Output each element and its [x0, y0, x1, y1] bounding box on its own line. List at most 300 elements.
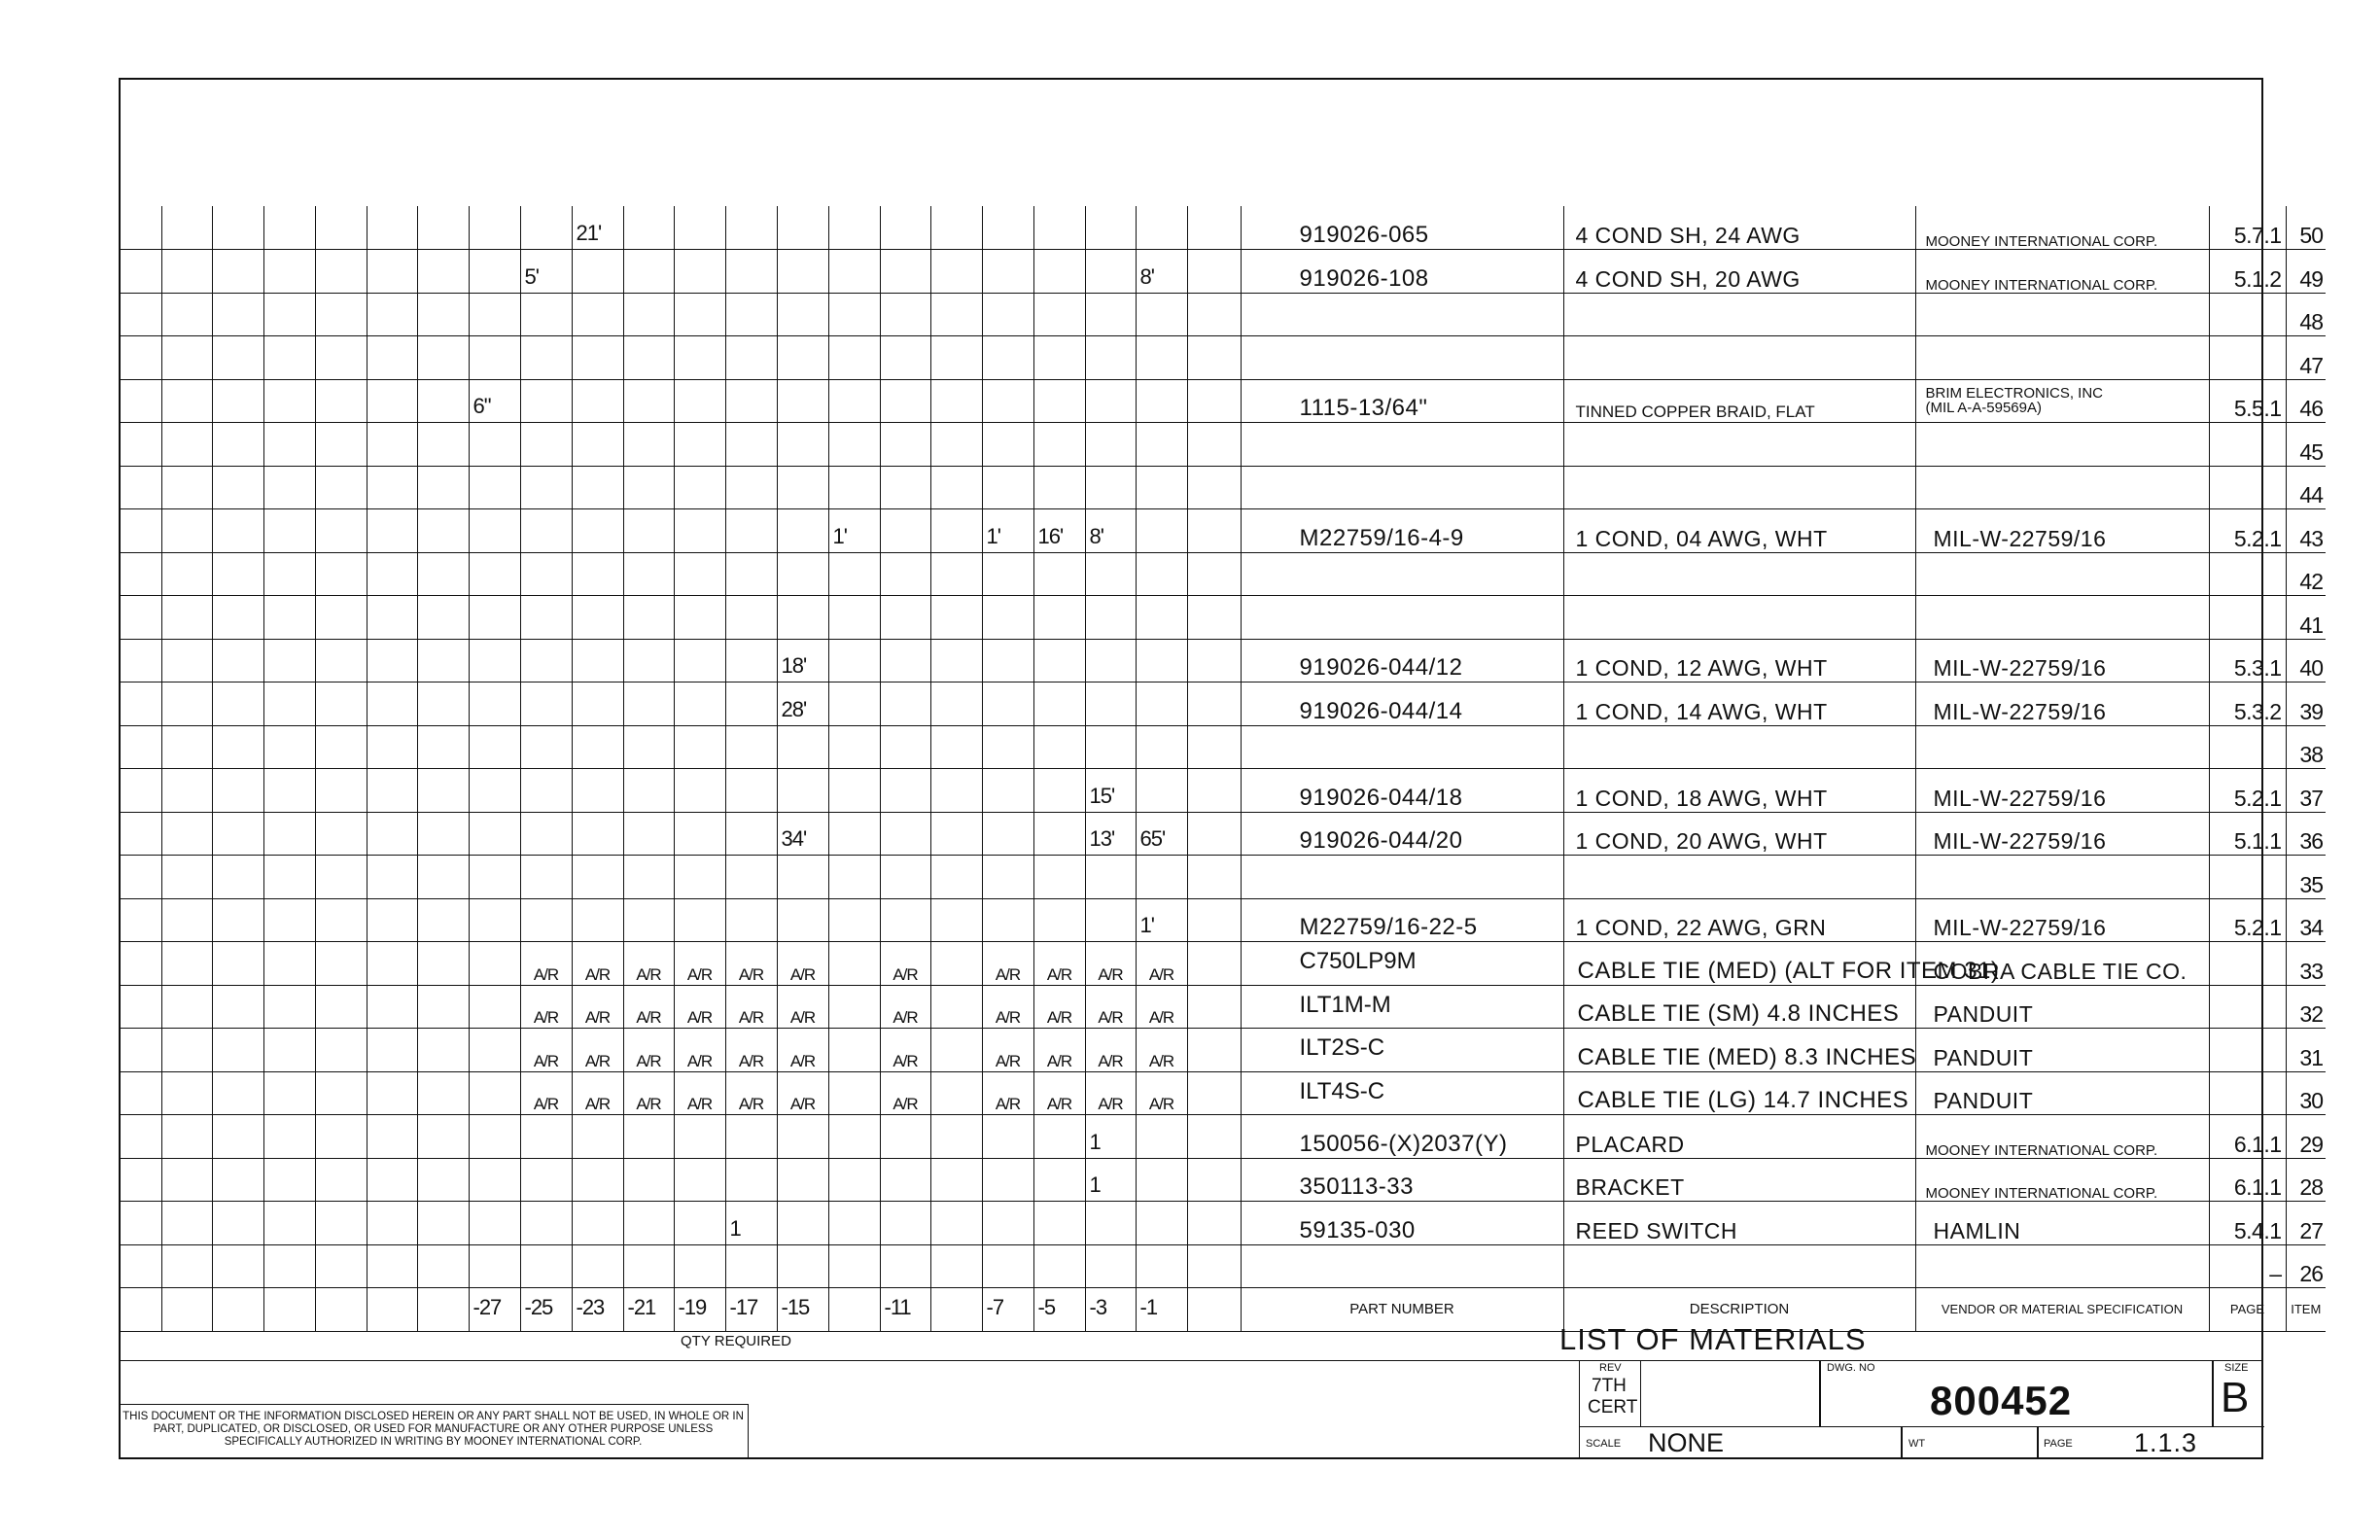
qty-cell	[469, 1202, 520, 1245]
qty-cell	[315, 942, 367, 986]
qty-cell	[469, 509, 520, 553]
vendor-cell: PANDUIT	[1915, 1071, 2209, 1115]
qty-cell	[623, 552, 674, 596]
qty-cell	[263, 1029, 315, 1072]
description-cell: BRACKET	[1563, 1158, 1915, 1202]
table-row	[119, 942, 2326, 986]
qty-cell	[1136, 1158, 1187, 1202]
part-number-cell	[1241, 725, 1563, 769]
qty-cell	[828, 682, 880, 726]
qty-cell: 28'	[777, 682, 828, 726]
qty-cell	[469, 206, 520, 250]
vendor-cell: MOONEY INTERNATIONAL CORP.	[1915, 1158, 2209, 1202]
qty-cell	[930, 293, 982, 336]
qty-cell: A/R	[520, 1029, 572, 1072]
qty-cell	[161, 379, 212, 423]
qty-cell	[930, 596, 982, 640]
rev-box	[1580, 1360, 1641, 1426]
description-cell	[1563, 725, 1915, 769]
part-number-cell: 919026-044/18	[1241, 769, 1563, 813]
qty-cell	[315, 379, 367, 423]
spacer-cell	[1187, 1202, 1241, 1245]
table-row	[119, 1115, 2326, 1159]
qty-cell	[777, 466, 828, 509]
qty-cell	[930, 509, 982, 553]
qty-cell	[623, 206, 674, 250]
qty-cell	[623, 1202, 674, 1245]
dash-number-header: -19	[674, 1288, 725, 1332]
qty-cell	[982, 1244, 1033, 1288]
qty-cell	[417, 1158, 469, 1202]
divider	[2037, 1426, 2039, 1459]
qty-cell	[520, 725, 572, 769]
dash-number-header: -5	[1033, 1288, 1085, 1332]
qty-cell	[263, 552, 315, 596]
part-number-cell	[1241, 856, 1563, 899]
qty-cell	[367, 1071, 417, 1115]
qty-cell	[417, 725, 469, 769]
dash-number-header: -25	[520, 1288, 572, 1332]
dash-number-header	[828, 1288, 880, 1332]
qty-cell	[119, 466, 161, 509]
qty-cell	[828, 985, 880, 1029]
qty-cell	[725, 1115, 777, 1159]
spacer-cell	[1187, 682, 1241, 726]
qty-cell	[828, 639, 880, 682]
qty-cell	[930, 942, 982, 986]
qty-cell	[263, 942, 315, 986]
qty-cell	[263, 856, 315, 899]
qty-cell	[623, 725, 674, 769]
qty-cell	[469, 1071, 520, 1115]
qty-cell	[982, 1158, 1033, 1202]
qty-cell	[1085, 596, 1136, 640]
qty-cell	[828, 1202, 880, 1245]
qty-cell	[263, 293, 315, 336]
qty-cell	[315, 769, 367, 813]
qty-cell: A/R	[623, 1071, 674, 1115]
qty-cell	[828, 898, 880, 942]
qty-cell	[417, 682, 469, 726]
qty-cell: 65'	[1136, 812, 1187, 856]
qty-cell	[263, 639, 315, 682]
qty-cell	[315, 985, 367, 1029]
qty-cell	[367, 206, 417, 250]
qty-cell	[161, 1244, 212, 1288]
spacer-cell	[1187, 552, 1241, 596]
page-cell: 5.3.2	[2209, 682, 2286, 726]
item-number-cell: 33	[2286, 942, 2326, 986]
qty-cell	[469, 898, 520, 942]
page-cell: 5.1.1	[2209, 812, 2286, 856]
item-number-cell: 34	[2286, 898, 2326, 942]
page-cell	[2209, 596, 2286, 640]
qty-cell	[572, 596, 623, 640]
qty-cell	[367, 812, 417, 856]
qty-cell	[469, 942, 520, 986]
part-number-cell: 919026-108	[1241, 250, 1563, 294]
qty-cell	[212, 336, 263, 380]
qty-cell	[880, 1202, 930, 1245]
qty-cell	[1085, 466, 1136, 509]
qty-cell	[674, 1244, 725, 1288]
qty-cell	[572, 898, 623, 942]
qty-cell	[623, 596, 674, 640]
description-cell: 4 COND SH, 20 AWG	[1563, 250, 1915, 294]
qty-cell	[880, 596, 930, 640]
qty-cell	[725, 596, 777, 640]
description-cell: 1 COND, 20 AWG, WHT	[1563, 812, 1915, 856]
qty-cell	[623, 1115, 674, 1159]
qty-cell	[828, 596, 880, 640]
qty-cell	[880, 812, 930, 856]
qty-cell	[417, 1244, 469, 1288]
qty-cell	[572, 336, 623, 380]
qty-cell	[930, 725, 982, 769]
qty-cell	[674, 552, 725, 596]
page-label: PAGE	[2044, 1438, 2073, 1450]
part-number-cell: ILT4S-C	[1241, 1071, 1563, 1115]
qty-cell	[212, 596, 263, 640]
qty-cell	[623, 466, 674, 509]
qty-cell	[880, 1115, 930, 1159]
vendor-cell: MIL-W-22759/16	[1915, 769, 2209, 813]
qty-cell	[1085, 1244, 1136, 1288]
qty-cell	[674, 812, 725, 856]
vendor-cell	[1915, 1244, 2209, 1288]
qty-cell	[880, 206, 930, 250]
item-number-cell: 42	[2286, 552, 2326, 596]
qty-cell	[1033, 293, 1085, 336]
vendor-cell: MIL-W-22759/16	[1915, 509, 2209, 553]
qty-cell	[469, 639, 520, 682]
item-number-cell: 45	[2286, 423, 2326, 467]
qty-cell	[572, 1244, 623, 1288]
qty-cell	[623, 423, 674, 467]
qty-cell: A/R	[520, 1071, 572, 1115]
vendor-header: VENDOR OR MATERIAL SPECIFICATION	[1915, 1288, 2209, 1332]
qty-cell	[263, 250, 315, 294]
qty-cell	[315, 639, 367, 682]
qty-cell	[212, 769, 263, 813]
qty-cell	[119, 639, 161, 682]
qty-cell	[982, 1202, 1033, 1245]
qty-cell	[880, 379, 930, 423]
qty-cell	[828, 552, 880, 596]
qty-cell	[367, 1158, 417, 1202]
qty-cell	[161, 250, 212, 294]
qty-cell	[880, 293, 930, 336]
qty-cell: A/R	[1033, 985, 1085, 1029]
qty-cell	[367, 682, 417, 726]
qty-cell	[417, 985, 469, 1029]
spacer-cell	[1187, 509, 1241, 553]
spacer-cell	[1187, 379, 1241, 423]
table-row	[119, 1071, 2326, 1115]
qty-cell	[1033, 1158, 1085, 1202]
page-cell: 5.2.1	[2209, 769, 2286, 813]
vendor-cell	[1915, 336, 2209, 380]
qty-cell	[520, 639, 572, 682]
part-number-header: PART NUMBER	[1241, 1288, 1563, 1332]
qty-cell	[1033, 336, 1085, 380]
spacer-cell	[1187, 1029, 1241, 1072]
page-cell	[2209, 466, 2286, 509]
page-cell	[2209, 552, 2286, 596]
qty-cell	[930, 1158, 982, 1202]
vendor-cell	[1915, 856, 2209, 899]
qty-cell	[1033, 856, 1085, 899]
table-row	[119, 1244, 2326, 1288]
qty-cell	[315, 336, 367, 380]
qty-cell: A/R	[1136, 1071, 1187, 1115]
qty-cell	[315, 856, 367, 899]
qty-cell	[880, 725, 930, 769]
qty-cell	[674, 682, 725, 726]
spacer-cell	[1187, 293, 1241, 336]
vendor-cell: PANDUIT	[1915, 985, 2209, 1029]
qty-cell	[982, 596, 1033, 640]
qty-cell	[417, 336, 469, 380]
rev-label: REV	[1599, 1362, 1622, 1374]
qty-cell	[469, 682, 520, 726]
qty-cell	[1033, 1202, 1085, 1245]
item-number-cell: 48	[2286, 293, 2326, 336]
dash-number-header	[930, 1288, 982, 1332]
vendor-cell: MIL-W-22759/16	[1915, 639, 2209, 682]
description-cell: 4 COND SH, 24 AWG	[1563, 206, 1915, 250]
item-number-cell: 39	[2286, 682, 2326, 726]
qty-cell: A/R	[674, 985, 725, 1029]
qty-cell	[212, 942, 263, 986]
table-row	[119, 423, 2326, 467]
description-cell	[1563, 1244, 1915, 1288]
qty-cell	[777, 423, 828, 467]
qty-cell	[725, 898, 777, 942]
item-number-cell: 35	[2286, 856, 2326, 899]
qty-cell	[315, 466, 367, 509]
qty-cell	[674, 898, 725, 942]
qty-cell	[315, 1029, 367, 1072]
qty-cell	[1136, 725, 1187, 769]
qty-cell	[212, 1202, 263, 1245]
table-row	[119, 682, 2326, 726]
qty-cell	[520, 1115, 572, 1159]
description-cell: CABLE TIE (MED) 8.3 INCHES	[1563, 1029, 1915, 1072]
description-cell	[1563, 336, 1915, 380]
qty-cell	[417, 293, 469, 336]
qty-cell	[1085, 250, 1136, 294]
qty-cell	[469, 293, 520, 336]
qty-cell	[674, 466, 725, 509]
description-cell: 1 COND, 04 AWG, WHT	[1563, 509, 1915, 553]
qty-cell	[777, 552, 828, 596]
qty-cell	[1033, 423, 1085, 467]
table-row	[119, 1202, 2326, 1245]
qty-cell	[212, 812, 263, 856]
qty-cell	[367, 856, 417, 899]
qty-cell	[828, 1029, 880, 1072]
qty-cell: A/R	[982, 985, 1033, 1029]
vendor-cell	[1915, 293, 2209, 336]
qty-cell	[674, 336, 725, 380]
qty-cell	[212, 552, 263, 596]
qty-cell	[367, 250, 417, 294]
qty-cell	[263, 1115, 315, 1159]
qty-cell	[725, 336, 777, 380]
qty-cell: A/R	[725, 942, 777, 986]
qty-cell	[367, 466, 417, 509]
qty-cell	[828, 1244, 880, 1288]
qty-cell	[880, 336, 930, 380]
page-value: 1.1.3	[2134, 1428, 2198, 1457]
qty-cell	[777, 769, 828, 813]
qty-cell	[161, 293, 212, 336]
table-row	[119, 552, 2326, 596]
qty-cell	[880, 509, 930, 553]
spacer-cell	[1187, 596, 1241, 640]
qty-cell	[982, 466, 1033, 509]
vendor-cell	[1915, 423, 2209, 467]
dash-number-header: -21	[623, 1288, 674, 1332]
dash-number-header: -15	[777, 1288, 828, 1332]
qty-cell	[417, 898, 469, 942]
qty-cell	[417, 1029, 469, 1072]
qty-cell	[161, 1029, 212, 1072]
qty-cell: A/R	[1136, 1029, 1187, 1072]
qty-cell	[212, 725, 263, 769]
qty-cell	[982, 898, 1033, 942]
item-number-cell: 30	[2286, 1071, 2326, 1115]
qty-cell	[828, 379, 880, 423]
table-row	[119, 1158, 2326, 1202]
qty-cell	[880, 1244, 930, 1288]
qty-cell	[777, 293, 828, 336]
qty-cell	[880, 466, 930, 509]
page-cell: 5.2.1	[2209, 898, 2286, 942]
qty-cell	[469, 812, 520, 856]
spacer-cell	[1187, 639, 1241, 682]
qty-cell	[1136, 1115, 1187, 1159]
qty-cell	[520, 293, 572, 336]
qty-cell: 34'	[777, 812, 828, 856]
qty-cell	[982, 769, 1033, 813]
qty-cell	[930, 639, 982, 682]
qty-cell	[930, 552, 982, 596]
divider	[2212, 1360, 2214, 1426]
qty-cell	[119, 1158, 161, 1202]
qty-cell	[367, 725, 417, 769]
qty-cell	[777, 898, 828, 942]
qty-cell	[119, 552, 161, 596]
header-row	[119, 1288, 2326, 1332]
qty-cell	[119, 1244, 161, 1288]
part-number-cell	[1241, 1244, 1563, 1288]
qty-cell	[982, 1115, 1033, 1159]
qty-cell	[1136, 206, 1187, 250]
part-number-cell: 150056-(X)2037(Y)	[1241, 1115, 1563, 1159]
qty-cell	[520, 423, 572, 467]
qty-cell	[725, 206, 777, 250]
qty-cell	[930, 856, 982, 899]
qty-cell: A/R	[982, 1029, 1033, 1072]
qty-cell: A/R	[777, 942, 828, 986]
dash-number-header: -1	[1136, 1288, 1187, 1332]
description-cell: 1 COND, 14 AWG, WHT	[1563, 682, 1915, 726]
qty-cell	[161, 206, 212, 250]
qty-cell	[777, 1244, 828, 1288]
qty-cell	[982, 812, 1033, 856]
spacer-cell	[1187, 1115, 1241, 1159]
qty-cell	[623, 1158, 674, 1202]
qty-cell	[417, 856, 469, 899]
qty-cell	[119, 206, 161, 250]
vendor-line: (MIL A-A-59569A)	[1925, 400, 2042, 417]
description-header: DESCRIPTION	[1563, 1288, 1915, 1332]
vendor-cell: COBRA CABLE TIE CO.	[1915, 942, 2209, 986]
qty-cell	[572, 1158, 623, 1202]
qty-cell	[572, 552, 623, 596]
qty-cell	[469, 1244, 520, 1288]
part-number-cell: 350113-33	[1241, 1158, 1563, 1202]
qty-cell	[417, 552, 469, 596]
qty-cell	[367, 942, 417, 986]
item-number-cell: 46	[2286, 379, 2326, 423]
qty-cell: 6"	[469, 379, 520, 423]
qty-cell	[1033, 552, 1085, 596]
qty-cell: A/R	[1033, 1071, 1085, 1115]
qty-cell	[263, 1202, 315, 1245]
spacer-cell	[1187, 942, 1241, 986]
qty-cell: A/R	[1033, 1029, 1085, 1072]
divider	[1580, 1426, 2264, 1427]
qty-cell	[161, 596, 212, 640]
vendor-cell: MIL-W-22759/16	[1915, 812, 2209, 856]
qty-cell	[674, 639, 725, 682]
qty-cell: A/R	[623, 1029, 674, 1072]
qty-cell: A/R	[674, 1029, 725, 1072]
qty-cell: 1'	[1136, 898, 1187, 942]
vendor-cell: MOONEY INTERNATIONAL CORP.	[1915, 1115, 2209, 1159]
page-cell	[2209, 293, 2286, 336]
page-cell: 5.7.1	[2209, 206, 2286, 250]
qty-cell	[674, 423, 725, 467]
qty-cell	[725, 552, 777, 596]
qty-cell	[469, 985, 520, 1029]
vendor-cell	[1915, 596, 2209, 640]
qty-cell	[777, 336, 828, 380]
qty-cell	[1033, 250, 1085, 294]
qty-cell	[674, 379, 725, 423]
qty-cell	[982, 336, 1033, 380]
qty-cell	[982, 379, 1033, 423]
description-cell: 1 COND, 12 AWG, WHT	[1563, 639, 1915, 682]
page-cell	[2209, 725, 2286, 769]
qty-cell	[263, 379, 315, 423]
qty-cell	[315, 509, 367, 553]
description-cell	[1563, 856, 1915, 899]
qty-cell	[623, 336, 674, 380]
qty-cell: 5'	[520, 250, 572, 294]
spacer-cell	[1187, 725, 1241, 769]
table-row	[119, 985, 2326, 1029]
qty-cell	[417, 379, 469, 423]
title-block	[1579, 1360, 2264, 1459]
qty-cell	[315, 1115, 367, 1159]
qty-cell	[1085, 552, 1136, 596]
qty-cell: A/R	[1136, 985, 1187, 1029]
qty-cell	[572, 1115, 623, 1159]
